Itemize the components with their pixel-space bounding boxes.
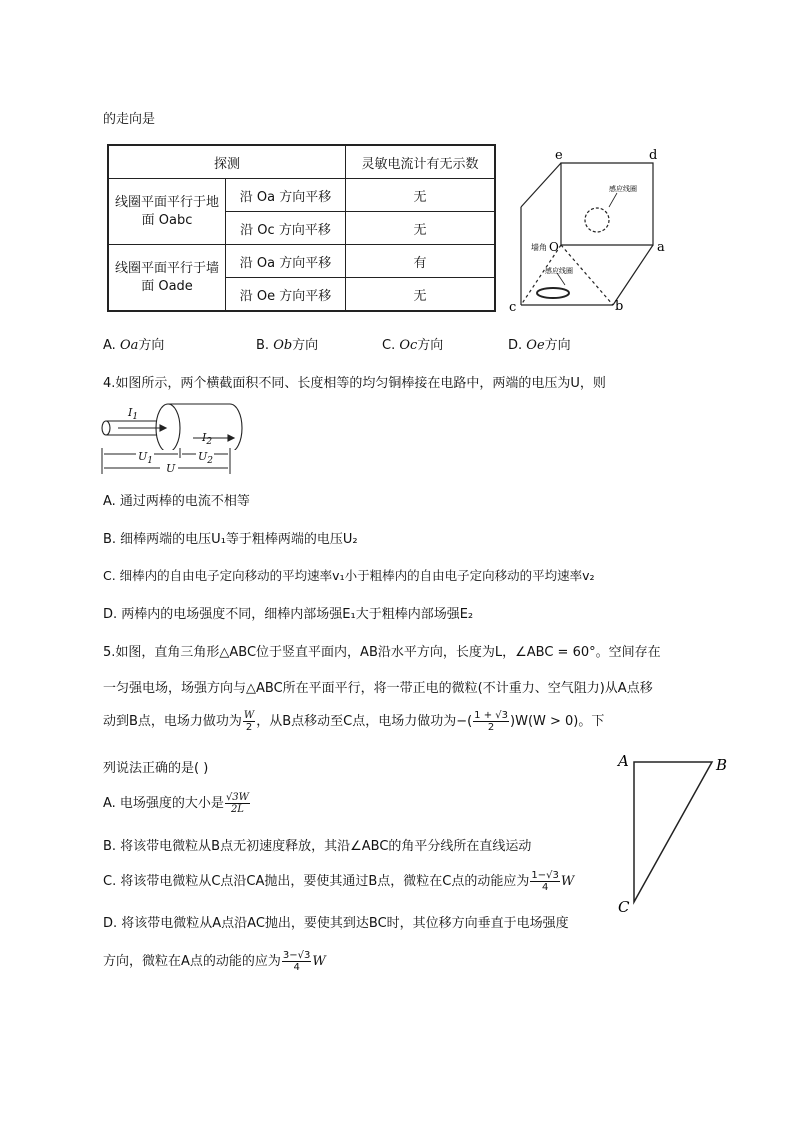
vertex-C: C bbox=[618, 898, 630, 915]
coil-label-bottom: 感应线圈 bbox=[545, 267, 573, 275]
q5-line-3: 动到B点，电场力做功为 $\frac{W}{2}$ ，从B点移动至C点，电场力做功为−( $\frac{1 + √3}{2}$ )W(W > 0)。下 bbox=[103, 710, 605, 733]
coil-label-top: 感应线圈 bbox=[609, 185, 637, 193]
q4-option-c: C. 细棒内的自由电子定向移动的平均速率v₁小于粗棒内的自由电子定向移动的平均速率v₂ bbox=[103, 568, 595, 583]
vertex-B: B bbox=[716, 756, 728, 774]
label-e: e bbox=[555, 148, 563, 163]
vertex-A: A bbox=[618, 752, 629, 770]
corner-label: 墙角 bbox=[531, 243, 547, 252]
q3-option-d: D. Oe方向 bbox=[508, 338, 571, 353]
q5-line-4: 列说法正确的是( ) bbox=[103, 761, 209, 776]
table-row-result: 无 bbox=[346, 179, 496, 212]
q5-option-d-line2: 方向，微粒在A点的动能的应为 $\frac{3-√3}{4}$ W bbox=[103, 950, 326, 973]
table-row-result: 无 bbox=[346, 212, 496, 245]
label-b: b bbox=[615, 299, 624, 314]
table-header-probe: 探测 bbox=[108, 145, 346, 179]
q5-option-d-line1: D. 将该带电微粒从A点沿AC抛出，要使其到达BC时，其位移方向垂直于电场强度 bbox=[103, 916, 569, 931]
q3-option-c: C. Oc方向 bbox=[382, 338, 444, 353]
table-row-result: 无 bbox=[346, 278, 496, 312]
copper-rods-figure bbox=[98, 398, 254, 450]
label-O: O bbox=[549, 240, 559, 254]
table-group-floor: 线圈平面平行于地面 Oabc bbox=[108, 179, 226, 245]
q3-option-a: A. Oa方向 bbox=[103, 338, 165, 353]
table-row-action: 沿 Oa 方向平移 bbox=[226, 179, 346, 212]
q4-option-a: A. 通过两棒的电流不相等 bbox=[103, 494, 250, 509]
label-a: a bbox=[657, 240, 665, 255]
q5-option-a: A. 电场强度的大小是 $\frac{√3W}{2L}$ bbox=[103, 792, 249, 815]
label-U1: $U_1$ bbox=[138, 450, 154, 467]
probe-table bbox=[107, 144, 496, 312]
q5-line-1: 5.如图，直角三角形△ABC位于竖直平面内，AB沿水平方向，长度为L，∠ABC = 60°。空间存在 bbox=[103, 645, 661, 660]
q5-option-b: B. 将该带电微粒从B点无初速度释放，其沿∠ABC的角平分线所在直线运动 bbox=[103, 839, 532, 854]
q4-option-b: B. 细棒两端的电压U₁等于粗棒两端的电压U₂ bbox=[103, 532, 358, 547]
label-c: c bbox=[509, 300, 517, 315]
table-row-action: 沿 Oc 方向平移 bbox=[226, 212, 346, 245]
table-row-action: 沿 Oe 方向平移 bbox=[226, 278, 346, 312]
q4-option-d: D. 两棒内的电场强度不同，细棒内部场强E₁大于粗棒内部场强E₂ bbox=[103, 607, 474, 622]
table-group-wall: 线圈平面平行于墙面 Oade bbox=[108, 245, 226, 312]
q5-line-2: 一匀强电场，场强方向与△ABC所在平面平行，将一带正电的微粒(不计重力、空气阻力)从A点移 bbox=[103, 681, 653, 696]
label-U: U bbox=[166, 462, 176, 475]
table-row-result: 有 bbox=[346, 245, 496, 278]
label-I2: $I_2$ bbox=[202, 431, 213, 448]
triangle-abc-figure bbox=[612, 750, 742, 915]
q3-lead: 的走向是 bbox=[103, 112, 156, 127]
q5-option-c: C. 将该带电微粒从C点沿CA抛出，要使其通过B点，微粒在C点的动能应为 $\frac{1-√3}{4}$ W bbox=[103, 870, 575, 893]
voltage-brackets bbox=[98, 448, 254, 478]
table-header-meter: 灵敏电流计有无示数 bbox=[346, 145, 496, 179]
q3-option-b: B. Ob方向 bbox=[256, 338, 319, 353]
room-cube-figure bbox=[505, 145, 680, 315]
label-U2: $U_2$ bbox=[198, 450, 214, 467]
table-row-action: 沿 Oa 方向平移 bbox=[226, 245, 346, 278]
label-d: d bbox=[649, 148, 658, 163]
label-I1: $I_1$ bbox=[128, 406, 139, 423]
q4-stem: 4.如图所示，两个横截面积不同、长度相等的均匀铜棒接在电路中，两端的电压为U，则 bbox=[103, 376, 606, 391]
